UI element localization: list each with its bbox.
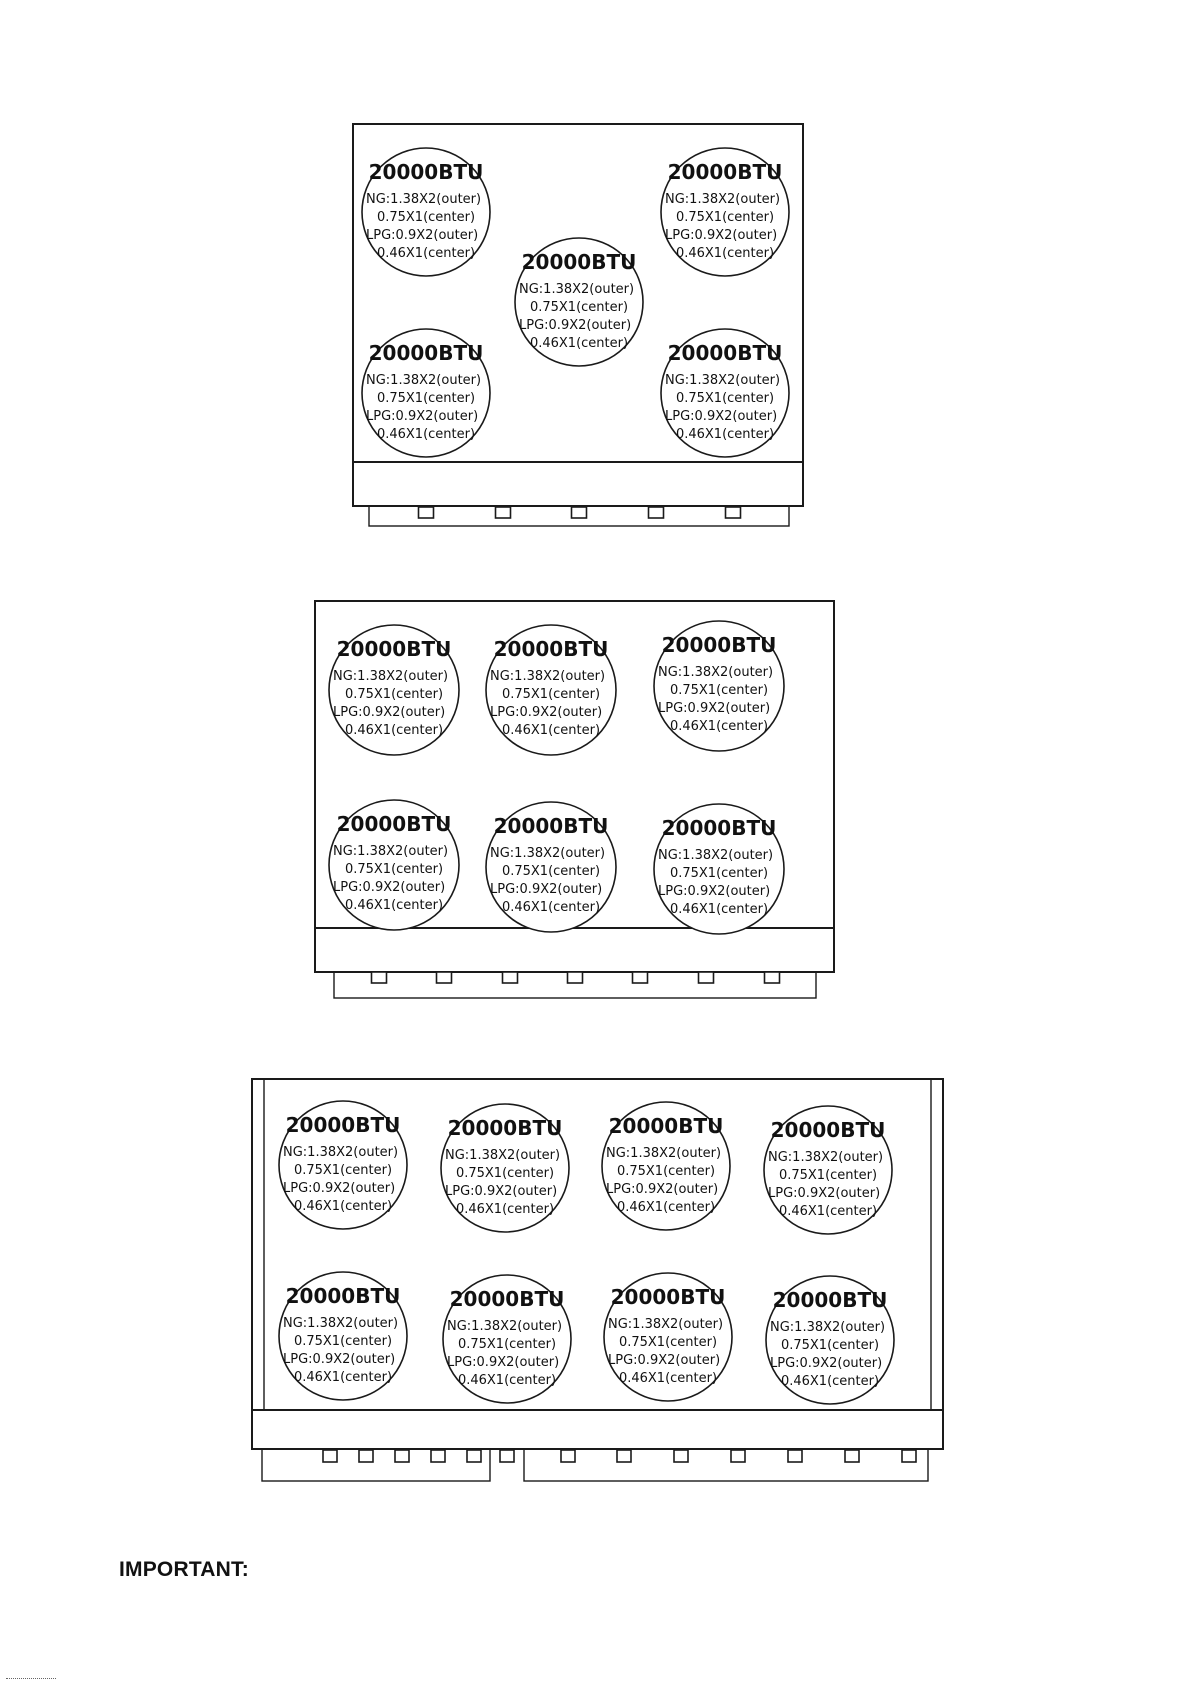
burner-rating: 20000BTU [661,816,777,840]
burner-spec-line: 0.46X1(center) [669,719,769,734]
burner-spec-line: 0.46X1(center) [501,723,601,738]
control-knob [395,1450,409,1462]
burner-spec-line: 0.46X1(center) [293,1370,393,1385]
burner-spec-line: NG:1.38X2(outer) [519,282,635,297]
burner-spec-line: NG:1.38X2(outer) [366,192,482,207]
burner-rating: 20000BTU [667,341,783,365]
burner-spec-line: 0.75X1(center) [669,866,769,881]
knob-group [372,972,780,983]
knob-group [323,1450,916,1462]
burner-rating: 20000BTU [285,1284,401,1308]
burner-spec-line: 0.46X1(center) [376,427,476,442]
burner [766,1276,894,1404]
burner-spec-line: 0.75X1(center) [293,1163,393,1178]
burner [515,238,643,366]
burner-spec-line: LPG:0.9X2(outer) [366,228,479,243]
control-knob [674,1450,688,1462]
burner-spec-line: NG:1.38X2(outer) [665,373,781,388]
control-knob [845,1450,859,1462]
burner-group [329,621,784,934]
six-burner-range-diagram [315,601,834,998]
burner-spec-line: 0.46X1(center) [616,1200,716,1215]
burner-spec-line: NG:1.38X2(outer) [770,1320,886,1335]
burner [604,1273,732,1401]
burner-rating: 20000BTU [368,160,484,184]
burner-spec-line: LPG:0.9X2(outer) [490,882,603,897]
burner-spec-line: 0.75X1(center) [344,862,444,877]
burner-spec-line: LPG:0.9X2(outer) [768,1186,881,1201]
burner-spec-line: LPG:0.9X2(outer) [366,409,479,424]
burner-rating: 20000BTU [368,341,484,365]
burner-spec-line: 0.46X1(center) [669,902,769,917]
burner-spec-line: NG:1.38X2(outer) [490,669,606,684]
burner-rating: 20000BTU [772,1288,888,1312]
control-knob [437,972,452,983]
burner [329,800,459,930]
control-knob [699,972,714,983]
burner-spec-line: LPG:0.9X2(outer) [333,705,446,720]
burner-rating: 20000BTU [667,160,783,184]
control-knob [726,507,741,518]
control-knob [649,507,664,518]
burner [441,1104,569,1232]
burner-spec-line: 0.75X1(center) [616,1164,716,1179]
control-knob [500,1450,514,1462]
burner-spec-line: LPG:0.9X2(outer) [658,701,771,716]
burner-spec-line: 0.75X1(center) [455,1166,555,1181]
knob-rail-left [262,1449,490,1481]
burner [279,1101,407,1229]
burner [362,329,490,457]
burner-rating: 20000BTU [608,1114,724,1138]
burner [661,329,789,457]
burner [764,1106,892,1234]
control-knob [467,1450,481,1462]
burner-spec-line: 0.75X1(center) [778,1168,878,1183]
burner [486,802,616,932]
knob-rail-right [524,1449,928,1481]
burner-spec-line: NG:1.38X2(outer) [658,665,774,680]
burner-spec-line: 0.46X1(center) [344,898,444,913]
burner-spec-line: LPG:0.9X2(outer) [445,1184,558,1199]
burner-group [362,148,789,457]
burner-spec-line: NG:1.38X2(outer) [768,1150,884,1165]
burner-spec-line: NG:1.38X2(outer) [606,1146,722,1161]
burner-spec-line: 0.75X1(center) [675,391,775,406]
control-knob [359,1450,373,1462]
burner [486,625,616,755]
burner-spec-line: 0.46X1(center) [778,1204,878,1219]
burner-spec-line: NG:1.38X2(outer) [333,844,449,859]
burner-spec-line: 0.75X1(center) [501,864,601,879]
burner-spec-line: NG:1.38X2(outer) [445,1148,561,1163]
burner [443,1275,571,1403]
page-number-mark [6,1678,56,1685]
burner [654,621,784,751]
burner-spec-line: NG:1.38X2(outer) [665,192,781,207]
burner-spec-line: LPG:0.9X2(outer) [490,705,603,720]
burner-rating: 20000BTU [610,1285,726,1309]
control-knob [372,972,387,983]
burner-spec-line: LPG:0.9X2(outer) [519,318,632,333]
burner-rating: 20000BTU [285,1113,401,1137]
burner-spec-line: LPG:0.9X2(outer) [606,1182,719,1197]
burner-spec-line: NG:1.38X2(outer) [333,669,449,684]
eight-burner-range-diagram [252,1079,943,1481]
burner-spec-line: LPG:0.9X2(outer) [283,1352,396,1367]
burner-spec-line: 0.46X1(center) [529,336,629,351]
control-knob [633,972,648,983]
burner-rating: 20000BTU [447,1116,563,1140]
control-knob [617,1450,631,1462]
burner-spec-line: LPG:0.9X2(outer) [608,1353,721,1368]
burner-spec-line: LPG:0.9X2(outer) [770,1356,883,1371]
control-knob [323,1450,337,1462]
burner [362,148,490,276]
control-knob [431,1450,445,1462]
burner-spec-line: NG:1.38X2(outer) [283,1145,399,1160]
control-knob [765,972,780,983]
burner-spec-line: 0.46X1(center) [457,1373,557,1388]
burner-spec-line: 0.75X1(center) [376,210,476,225]
burner-spec-line: 0.75X1(center) [344,687,444,702]
burner [654,804,784,934]
burner-spec-line: 0.46X1(center) [618,1371,718,1386]
burner-spec-line: 0.75X1(center) [675,210,775,225]
control-knob [503,972,518,983]
burner-group [279,1101,894,1404]
burner-spec-line: 0.75X1(center) [529,300,629,315]
burner-spec-line: 0.75X1(center) [669,683,769,698]
burner-rating: 20000BTU [493,637,609,661]
burner-spec-line: 0.75X1(center) [293,1334,393,1349]
burner-spec-line: 0.46X1(center) [293,1199,393,1214]
burner-rating: 20000BTU [449,1287,565,1311]
burner-spec-line: 0.46X1(center) [501,900,601,915]
control-knob [561,1450,575,1462]
control-knob [572,507,587,518]
burner-rating: 20000BTU [661,633,777,657]
burner-spec-line: 0.75X1(center) [376,391,476,406]
burner-spec-line: 0.46X1(center) [344,723,444,738]
control-knob [788,1450,802,1462]
burner [329,625,459,755]
burner-spec-line: LPG:0.9X2(outer) [658,884,771,899]
important-label: IMPORTANT: [119,1558,249,1581]
control-knob [731,1450,745,1462]
burner-rating: 20000BTU [493,814,609,838]
burner-spec-line: 0.46X1(center) [376,246,476,261]
burner-spec-line: 0.46X1(center) [675,246,775,261]
burner-spec-line: 0.75X1(center) [457,1337,557,1352]
burner-spec-line: 0.75X1(center) [618,1335,718,1350]
five-burner-range-diagram [353,124,803,526]
burner-spec-line: NG:1.38X2(outer) [490,846,606,861]
knob-group [419,507,741,518]
control-knob [568,972,583,983]
burner-spec-line: NG:1.38X2(outer) [366,373,482,388]
burner-rating: 20000BTU [336,812,452,836]
burner-spec-line: LPG:0.9X2(outer) [665,228,778,243]
control-knob [496,507,511,518]
burner-spec-line: LPG:0.9X2(outer) [665,409,778,424]
burner-spec-line: NG:1.38X2(outer) [447,1319,563,1334]
burner-spec-line: NG:1.38X2(outer) [283,1316,399,1331]
burner-spec-line: 0.46X1(center) [675,427,775,442]
burner-spec-line: LPG:0.9X2(outer) [283,1181,396,1196]
burner-rating: 20000BTU [770,1118,886,1142]
burner-spec-line: 0.75X1(center) [780,1338,880,1353]
burner-rating: 20000BTU [336,637,452,661]
burner-spec-line: 0.46X1(center) [780,1374,880,1389]
burner-spec-line: LPG:0.9X2(outer) [333,880,446,895]
burner [661,148,789,276]
burner-spec-line: NG:1.38X2(outer) [658,848,774,863]
burner-spec-line: 0.46X1(center) [455,1202,555,1217]
control-knob [419,507,434,518]
burner-spec-line: 0.75X1(center) [501,687,601,702]
burner-spec-line: NG:1.38X2(outer) [608,1317,724,1332]
burner-rating: 20000BTU [521,250,637,274]
burner [602,1102,730,1230]
burner-spec-line: LPG:0.9X2(outer) [447,1355,560,1370]
burner [279,1272,407,1400]
control-knob [902,1450,916,1462]
